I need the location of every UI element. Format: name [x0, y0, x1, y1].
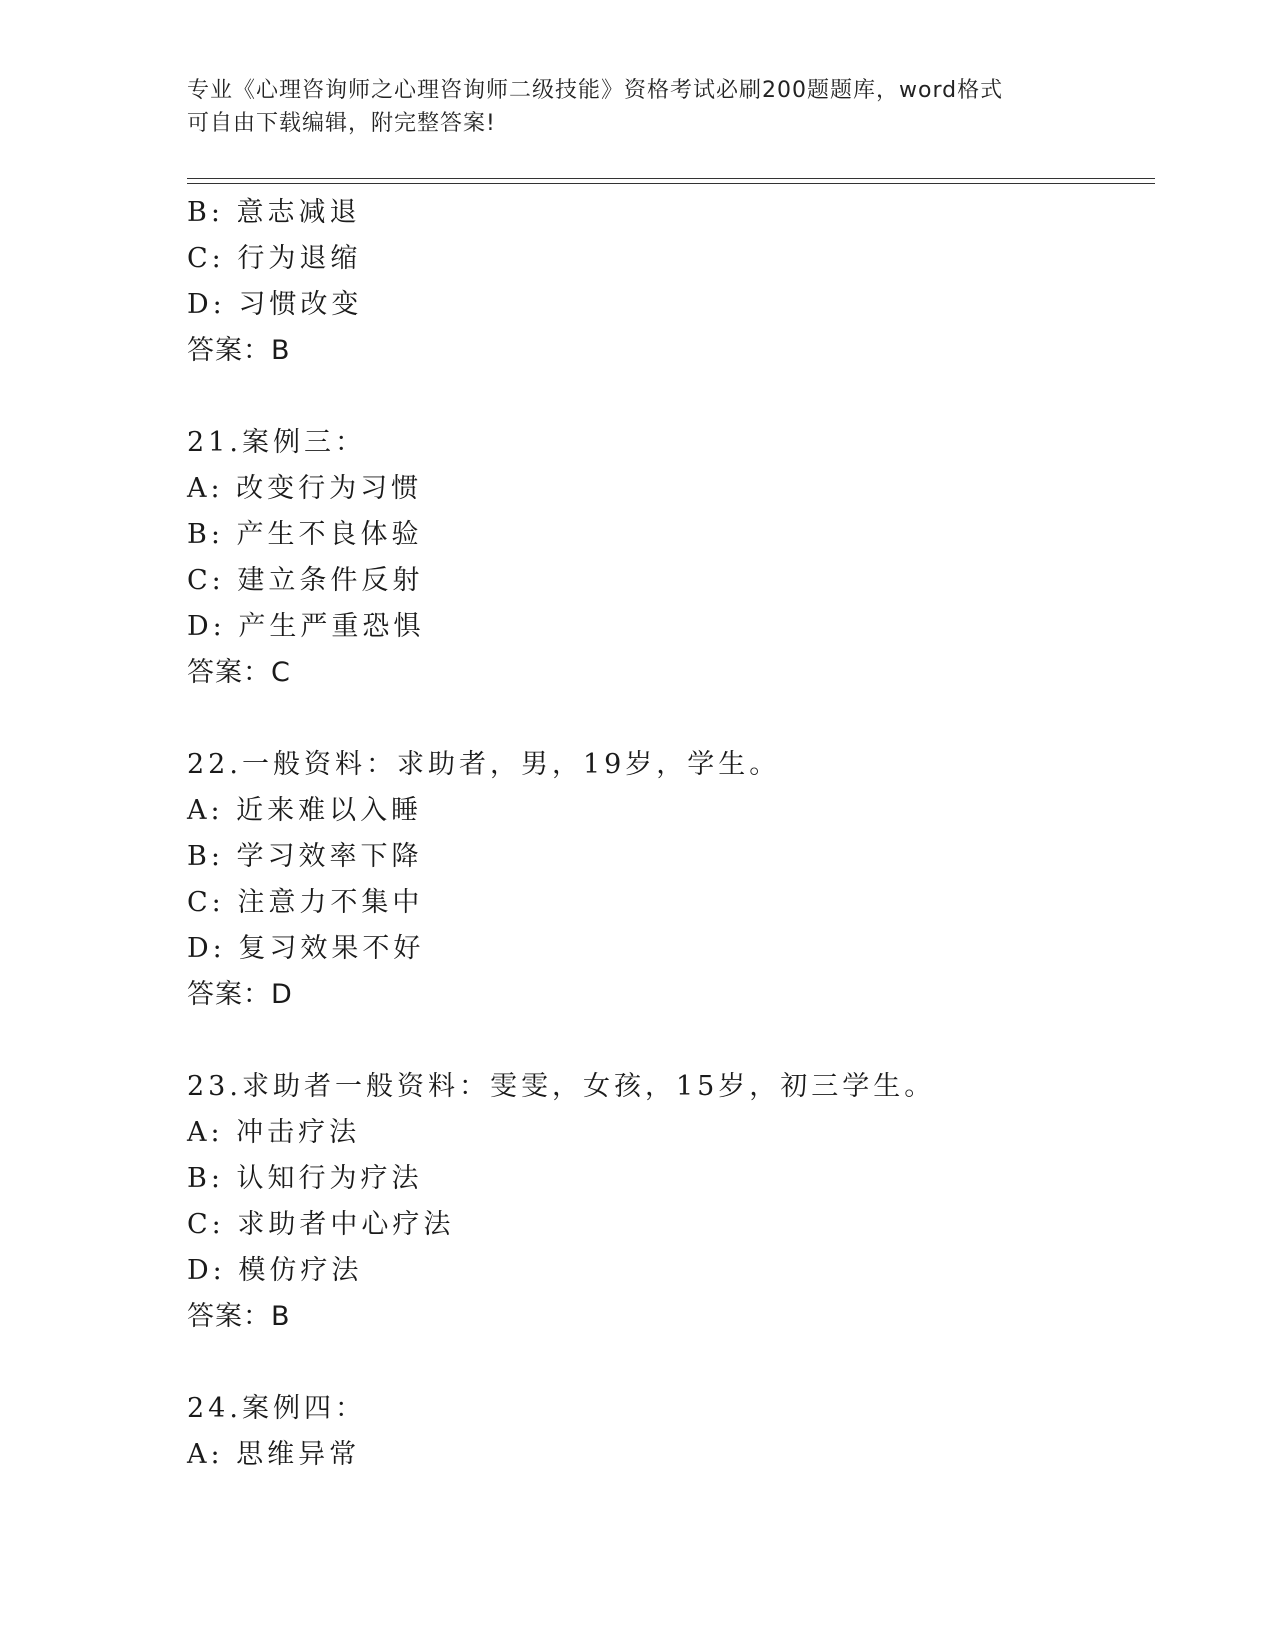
- option-c: C: 行为退缩: [187, 243, 362, 274]
- option-a: A: 思维异常: [187, 1439, 361, 1470]
- answer-line: 答案：B: [187, 1301, 291, 1332]
- option-a: A: 改变行为习惯: [187, 473, 423, 504]
- option-c: C: 建立条件反射: [187, 565, 424, 596]
- option-c: C: 注意力不集中: [187, 887, 424, 918]
- question-stem: 23.求助者一般资料：雯雯，女孩，15岁，初三学生。: [187, 1071, 936, 1102]
- option-d: D: 复习效果不好: [187, 933, 425, 964]
- answer-line: 答案：C: [187, 657, 291, 688]
- option-c: C: 求助者中心疗法: [187, 1209, 455, 1240]
- header-divider-bottom: [187, 183, 1155, 184]
- question-block-24: [187, 1386, 1147, 1478]
- option-b: B: 学习效率下降: [187, 841, 423, 872]
- option-d: D: 产生严重恐惧: [187, 611, 425, 642]
- option-a: A: 冲击疗法: [187, 1117, 361, 1148]
- option-d: D: 习惯改变: [187, 289, 363, 320]
- option-b: B: 意志减退: [187, 197, 361, 228]
- question-block-22: [187, 742, 1147, 1018]
- question-stem: 24.案例四：: [187, 1393, 366, 1424]
- question-stem: 21.案例三：: [187, 427, 366, 458]
- question-block-23: [187, 1064, 1147, 1340]
- question-stem: 22.一般资料：求助者，男，19岁，学生。: [187, 749, 781, 780]
- answer-line: 答案：D: [187, 979, 293, 1010]
- option-b: B: 认知行为疗法: [187, 1163, 423, 1194]
- header-divider-top: [187, 178, 1155, 179]
- option-b: B: 产生不良体验: [187, 519, 423, 550]
- question-block-prev: [187, 190, 1147, 374]
- document-header: [187, 74, 1087, 140]
- header-line-1: 专业《心理咨询师之心理咨询师二级技能》资格考试必刷200题题库，word格式: [187, 78, 1004, 103]
- question-list: [187, 190, 1147, 1478]
- header-line-2: 可自由下载编辑，附完整答案!: [187, 111, 496, 136]
- option-a: A: 近来难以入睡: [187, 795, 423, 826]
- question-block-21: [187, 420, 1147, 696]
- answer-line: 答案：B: [187, 335, 291, 366]
- option-d: D: 模仿疗法: [187, 1255, 363, 1286]
